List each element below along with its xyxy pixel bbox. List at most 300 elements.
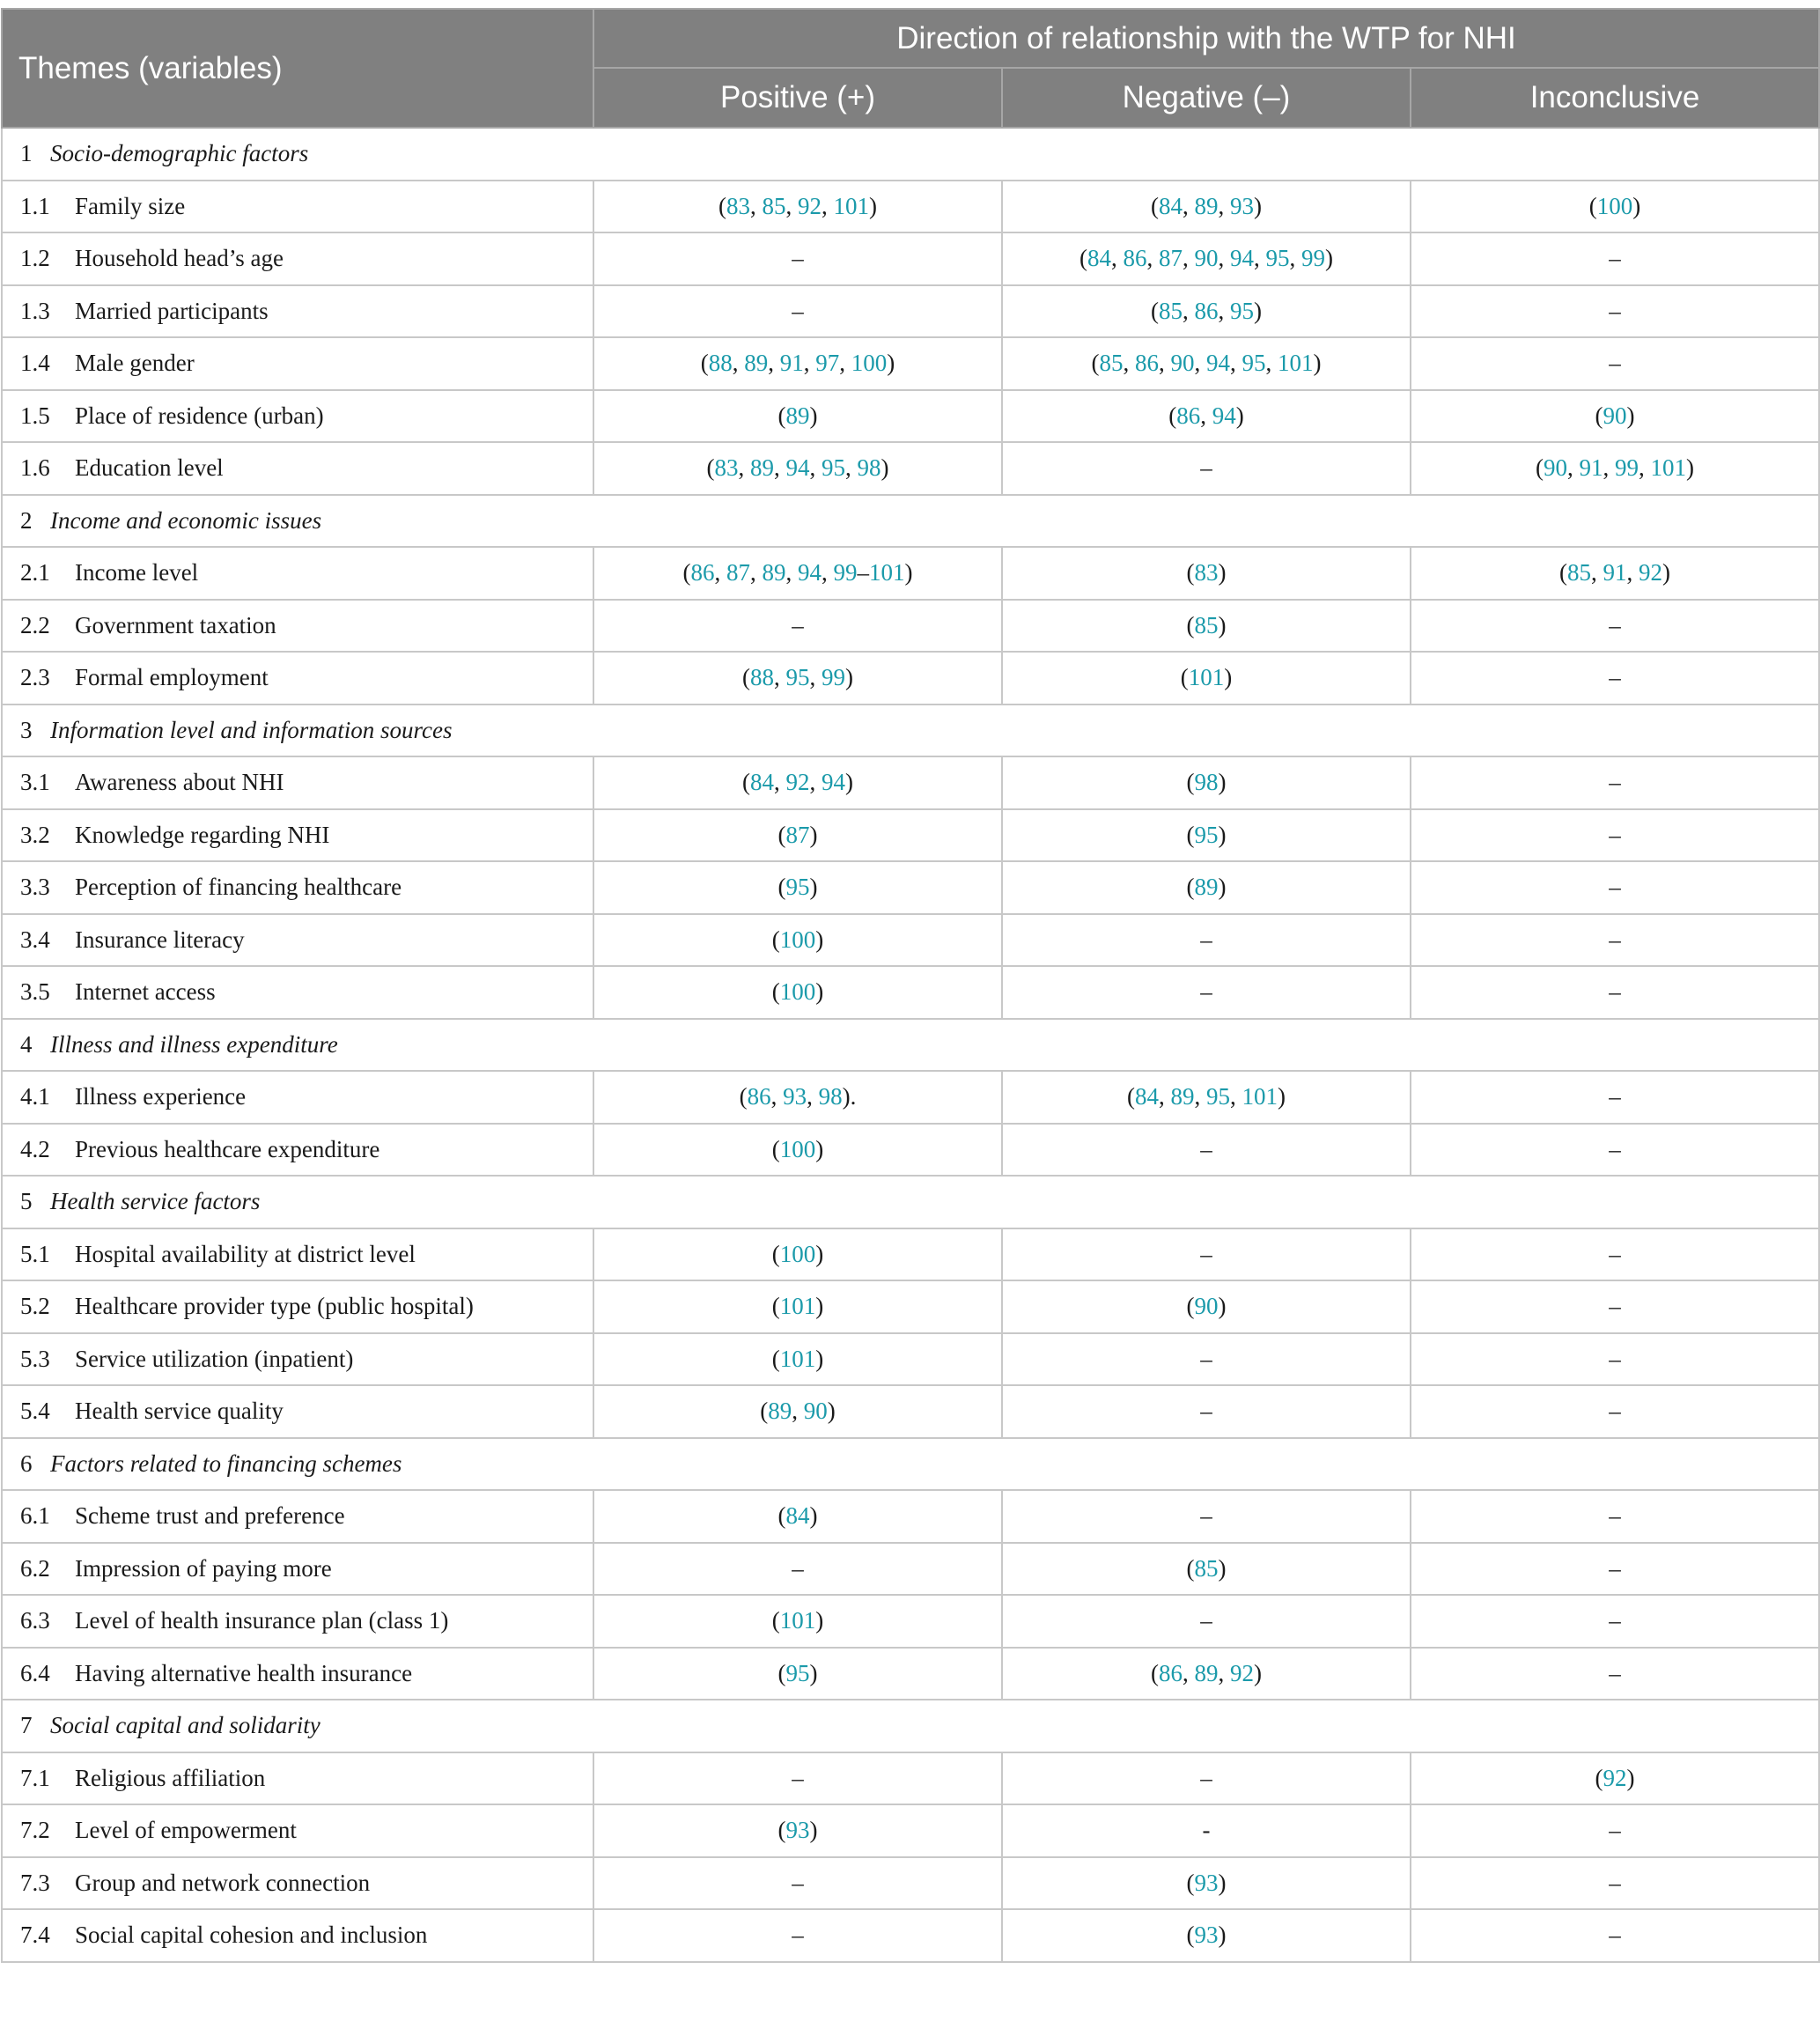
negative-cell [1002, 1124, 1411, 1177]
variable-number: 4.2 [20, 1135, 50, 1162]
table-row [2, 1648, 1819, 1700]
negative-cell [1002, 1385, 1411, 1438]
table-row [2, 1595, 1819, 1648]
reference-link[interactable]: 89 [1194, 1659, 1219, 1686]
reference-link[interactable]: 94 [1212, 402, 1236, 429]
reference-link[interactable]: 98 [818, 1083, 843, 1110]
positive-cell [593, 1543, 1002, 1596]
negative-cell [1002, 1280, 1411, 1333]
reference-link[interactable]: 84 [785, 1502, 810, 1530]
negative-cell [1002, 1648, 1411, 1700]
inconclusive-cell [1411, 1543, 1819, 1596]
inconclusive-cell [1411, 600, 1819, 653]
reference-link[interactable]: 95 [1230, 297, 1254, 324]
reference-link[interactable]: 83 [726, 192, 750, 219]
cell-text: – [1609, 1135, 1621, 1162]
section-row [2, 1176, 1819, 1228]
variable-number: 1.2 [20, 245, 50, 272]
cell-text: ( [742, 769, 750, 796]
variable-number: 3.4 [20, 926, 50, 953]
reference-link[interactable]: 99 [1615, 454, 1639, 482]
cell-text: ) [815, 1135, 824, 1162]
cell-text: , [1146, 245, 1159, 272]
positive-cell [593, 442, 1002, 495]
positive-cell [593, 1752, 1002, 1805]
cell-text: , [738, 454, 750, 482]
section-heading [2, 704, 1819, 757]
cell-text: , [839, 350, 851, 377]
reference-link[interactable]: 95 [785, 664, 810, 691]
cell-text: – [857, 559, 869, 586]
reference-link[interactable]: 95 [785, 1659, 810, 1686]
variable-label: Hospital availability at district level [75, 1240, 416, 1267]
reference-link[interactable]: 84 [1159, 192, 1183, 219]
section-number: 3 [20, 716, 33, 743]
reference-link[interactable]: 90 [803, 1398, 828, 1425]
cell-text: , [1218, 192, 1230, 219]
variable-label: Internet access [75, 978, 216, 1006]
table-row [2, 652, 1819, 704]
reference-link[interactable]: 85 [762, 192, 786, 219]
reference-link[interactable]: 92 [1639, 559, 1662, 586]
reference-link[interactable]: 101 [779, 1345, 816, 1372]
cell-text: , [1218, 1659, 1230, 1686]
cell-text: , [774, 769, 786, 796]
cell-text: – [1200, 978, 1212, 1006]
reference-link[interactable]: 87 [1159, 245, 1183, 272]
inconclusive-cell [1411, 285, 1819, 338]
reference-link[interactable]: 92 [785, 769, 810, 796]
cell-text: – [1200, 1345, 1212, 1372]
table-row [2, 232, 1819, 285]
cell-text: , [822, 192, 834, 219]
inconclusive-cell [1411, 232, 1819, 285]
cell-text: – [1609, 769, 1621, 796]
positive-cell [593, 1490, 1002, 1543]
reference-link[interactable]: 94 [785, 454, 810, 482]
variable-cell [2, 285, 593, 338]
section-title: Socio-demographic factors [50, 140, 309, 167]
cell-text: ) [1254, 1659, 1262, 1686]
reference-link[interactable]: 101 [1242, 1083, 1278, 1110]
cell-text: ) [815, 1240, 824, 1267]
section-title: Factors related to financing schemes [50, 1450, 402, 1477]
variable-number: 6.3 [20, 1607, 50, 1634]
reference-link[interactable]: 101 [1650, 454, 1686, 482]
cell-text: ( [771, 1607, 780, 1634]
cell-text: , [1639, 454, 1651, 482]
variable-number: 5.3 [20, 1345, 50, 1372]
cell-text: , [1183, 297, 1195, 324]
inconclusive-cell [1411, 809, 1819, 862]
cell-text: ) [1235, 402, 1244, 429]
reference-link[interactable]: 86 [1194, 297, 1219, 324]
cell-text: ) [845, 769, 853, 796]
reference-link[interactable]: 93 [1230, 192, 1254, 219]
cell-text: ( [771, 978, 780, 1006]
reference-link[interactable]: 97 [815, 350, 840, 377]
cell-text: ) [1218, 1869, 1227, 1896]
positive-cell [593, 861, 1002, 914]
reference-link[interactable]: 93 [1194, 1922, 1219, 1949]
reference-link[interactable]: 100 [779, 978, 816, 1006]
reference-link[interactable]: 95 [1206, 1083, 1230, 1110]
reference-link[interactable]: 86 [1159, 1659, 1183, 1686]
reference-link[interactable]: 91 [779, 350, 804, 377]
reference-link[interactable]: 91 [1579, 454, 1603, 482]
reference-link[interactable]: 100 [779, 1135, 816, 1162]
inconclusive-cell [1411, 442, 1819, 495]
positive-cell [593, 547, 1002, 600]
reference-link[interactable]: 84 [1135, 1083, 1159, 1110]
reference-link[interactable]: 87 [726, 559, 750, 586]
section-number: 7 [20, 1712, 33, 1739]
cell-text: – [1609, 1502, 1621, 1530]
cell-text: ) [1632, 192, 1641, 219]
variable-cell [2, 1124, 593, 1177]
cell-text: – [1609, 1869, 1621, 1896]
reference-link[interactable]: 90 [1603, 402, 1627, 429]
negative-column-header: Negative (–) [1002, 68, 1411, 128]
variable-number: 3.2 [20, 821, 50, 848]
inconclusive-cell [1411, 861, 1819, 914]
variable-cell [2, 1280, 593, 1333]
cell-text: ) [904, 559, 913, 586]
negative-cell [1002, 285, 1411, 338]
cell-text: ( [742, 664, 750, 691]
variable-cell [2, 1804, 593, 1857]
reference-link[interactable]: 95 [785, 874, 810, 901]
reference-link[interactable]: 90 [1194, 245, 1219, 272]
positive-cell [593, 1385, 1002, 1438]
positive-cell [593, 390, 1002, 443]
table-row [2, 337, 1819, 390]
reference-link[interactable]: 89 [1194, 874, 1219, 901]
reference-link[interactable]: 89 [762, 559, 786, 586]
cell-text: ( [771, 1135, 780, 1162]
positive-cell [593, 914, 1002, 967]
reference-link[interactable]: 94 [822, 769, 845, 796]
section-number: 5 [20, 1188, 33, 1215]
variable-label: Previous healthcare expenditure [75, 1135, 380, 1162]
table-row [2, 1124, 1819, 1177]
cell-text: ( [771, 926, 780, 953]
wtp-determinants-table [1, 8, 1820, 1963]
variable-label: Level of empowerment [75, 1817, 297, 1844]
table-row [2, 181, 1819, 233]
table-row [2, 1228, 1819, 1281]
negative-cell [1002, 966, 1411, 1019]
reference-link[interactable]: 101 [1188, 664, 1225, 691]
reference-link[interactable]: 93 [783, 1083, 807, 1110]
cell-text: , [1289, 245, 1301, 272]
reference-link[interactable]: 101 [779, 1607, 816, 1634]
variable-label: Male gender [75, 350, 195, 377]
variable-number: 4.1 [20, 1083, 50, 1110]
negative-cell [1002, 1752, 1411, 1805]
reference-link[interactable]: 85 [1099, 350, 1124, 377]
reference-link[interactable]: 98 [857, 454, 881, 482]
cell-text: , [785, 192, 798, 219]
inconclusive-cell [1411, 756, 1819, 809]
table-row [2, 861, 1819, 914]
variable-number: 6.2 [20, 1554, 50, 1582]
negative-cell [1002, 232, 1411, 285]
table-row [2, 600, 1819, 653]
reference-link[interactable]: 100 [779, 1240, 816, 1267]
variable-cell [2, 809, 593, 862]
negative-cell [1002, 914, 1411, 967]
cell-text: ) [815, 1293, 824, 1320]
section-number: 2 [20, 506, 33, 534]
variable-cell [2, 756, 593, 809]
reference-link[interactable]: 90 [1170, 350, 1195, 377]
reference-link[interactable]: 91 [1603, 559, 1627, 586]
variable-cell [2, 600, 593, 653]
cell-text: ( [1186, 821, 1195, 848]
cell-text: ) [809, 1817, 818, 1844]
cell-text: ( [739, 1083, 748, 1110]
inconclusive-cell [1411, 337, 1819, 390]
cell-text: ( [1186, 769, 1195, 796]
cell-text: – [1609, 1659, 1621, 1686]
cell-text: ( [1186, 874, 1195, 901]
reference-link[interactable]: 100 [1596, 192, 1633, 219]
themes-column-header: Themes (variables) [2, 9, 593, 128]
cell-text: ) [809, 874, 818, 901]
negative-cell [1002, 1333, 1411, 1386]
section-title: Income and economic issues [50, 506, 322, 534]
reference-link[interactable]: 84 [1087, 245, 1111, 272]
cell-text: , [1254, 245, 1266, 272]
reference-link[interactable]: 95 [1242, 350, 1266, 377]
cell-text: , [1603, 454, 1615, 482]
cell-text: ) [815, 926, 824, 953]
table-row [2, 1071, 1819, 1124]
cell-text: , [768, 350, 780, 377]
reference-link[interactable]: 85 [1194, 611, 1219, 638]
negative-cell [1002, 337, 1411, 390]
reference-link[interactable]: 83 [1194, 559, 1219, 586]
reference-link[interactable]: 99 [833, 559, 858, 586]
variable-cell [2, 390, 593, 443]
table-row [2, 914, 1819, 967]
table-row [2, 1752, 1819, 1805]
reference-link[interactable]: 89 [1194, 192, 1219, 219]
cell-text: , [1111, 245, 1124, 272]
reference-link[interactable]: 86 [690, 559, 715, 586]
variable-cell [2, 914, 593, 967]
reference-link[interactable]: 86 [1135, 350, 1159, 377]
section-heading [2, 1019, 1819, 1072]
variable-number: 2.3 [20, 664, 50, 691]
cell-text: – [1200, 1502, 1212, 1530]
reference-link[interactable]: 89 [750, 454, 774, 482]
reference-link[interactable]: 94 [1230, 245, 1254, 272]
reference-link[interactable]: 85 [1567, 559, 1591, 586]
positive-cell [593, 1071, 1002, 1124]
cell-text: ( [1186, 1293, 1195, 1320]
cell-text: – [792, 1869, 804, 1896]
cell-text: ( [718, 192, 726, 219]
cell-text: ) [845, 664, 853, 691]
positive-cell [593, 600, 1002, 653]
cell-text: ( [771, 1293, 780, 1320]
variable-number: 3.3 [20, 874, 50, 901]
table-row [2, 1543, 1819, 1596]
cell-text: – [1200, 454, 1212, 482]
negative-cell [1002, 1543, 1411, 1596]
negative-cell [1002, 600, 1411, 653]
reference-link[interactable]: 88 [750, 664, 774, 691]
cell-text: ) [1254, 297, 1262, 324]
cell-text: ) [869, 192, 877, 219]
variable-number: 1.5 [20, 402, 50, 429]
variable-cell [2, 652, 593, 704]
reference-link[interactable]: 90 [1194, 1293, 1219, 1320]
cell-text: ) [1218, 874, 1227, 901]
reference-link[interactable]: 99 [822, 664, 845, 691]
negative-cell [1002, 442, 1411, 495]
variable-label: Education level [75, 454, 224, 482]
reference-link[interactable]: 89 [785, 402, 810, 429]
cell-text: ( [700, 350, 709, 377]
cell-text: , [785, 559, 798, 586]
reference-link[interactable]: 94 [1206, 350, 1230, 377]
reference-link[interactable]: 95 [1194, 821, 1219, 848]
reference-link[interactable]: 101 [833, 192, 869, 219]
reference-link[interactable]: 94 [798, 559, 822, 586]
table-row [2, 285, 1819, 338]
section-row [2, 495, 1819, 548]
negative-cell [1002, 390, 1411, 443]
cell-text: – [792, 297, 804, 324]
cell-text: ( [1151, 297, 1159, 324]
cell-text: – [1609, 245, 1621, 272]
reference-link[interactable]: 93 [785, 1817, 810, 1844]
cell-text: ) [1686, 454, 1694, 482]
table-row [2, 442, 1819, 495]
variable-cell [2, 1490, 593, 1543]
cell-text: ) [1218, 1922, 1227, 1949]
cell-text: – [1609, 978, 1621, 1006]
reference-link[interactable]: 92 [1603, 1764, 1627, 1791]
reference-link[interactable]: 99 [1301, 245, 1325, 272]
cell-text: ( [1559, 559, 1567, 586]
negative-cell [1002, 1595, 1411, 1648]
cell-text: – [792, 1922, 804, 1949]
variable-number: 5.4 [20, 1398, 50, 1425]
section-title: Illness and illness expenditure [50, 1030, 338, 1058]
reference-link[interactable]: 86 [747, 1083, 771, 1110]
cell-text: ) [1313, 350, 1322, 377]
variable-label: Health service quality [75, 1398, 284, 1425]
reference-link[interactable]: 92 [798, 192, 822, 219]
reference-link[interactable]: 98 [1194, 769, 1219, 796]
reference-link[interactable]: 89 [744, 350, 769, 377]
variable-number: 7.3 [20, 1869, 50, 1896]
variable-label: Illness experience [75, 1083, 247, 1110]
positive-cell [593, 756, 1002, 809]
cell-text: , [1159, 350, 1171, 377]
reference-link[interactable]: 101 [1278, 350, 1314, 377]
positive-cell [593, 1909, 1002, 1962]
cell-text: – [1609, 611, 1621, 638]
section-row [2, 704, 1819, 757]
variable-number: 1.4 [20, 350, 50, 377]
reference-link[interactable]: 100 [851, 350, 888, 377]
cell-text: – [1609, 1398, 1621, 1425]
variable-cell [2, 1333, 593, 1386]
cell-text: , [770, 1083, 784, 1110]
cell-text: ). [842, 1083, 857, 1110]
table-row [2, 390, 1819, 443]
cell-text: ) [1662, 559, 1670, 586]
table-row [2, 1857, 1819, 1910]
section-number: 6 [20, 1450, 33, 1477]
reference-link[interactable]: 89 [1170, 1083, 1195, 1110]
section-row [2, 128, 1819, 181]
reference-link[interactable]: 101 [779, 1293, 816, 1320]
cell-text: ) [815, 978, 824, 1006]
cell-text: ( [1079, 245, 1087, 272]
positive-cell [593, 1280, 1002, 1333]
reference-link[interactable]: 100 [779, 926, 816, 953]
cell-text: , [1626, 559, 1639, 586]
variable-cell [2, 1752, 593, 1805]
reference-link[interactable]: 84 [750, 769, 774, 796]
cell-text: – [1609, 821, 1621, 848]
cell-text: , [809, 664, 822, 691]
reference-link[interactable]: 88 [708, 350, 733, 377]
variable-cell [2, 1595, 593, 1648]
cell-text: ( [1186, 611, 1195, 638]
variable-label: Family size [75, 192, 186, 219]
cell-text: ) [887, 350, 895, 377]
cell-text: – [1200, 1764, 1212, 1791]
inconclusive-cell [1411, 1595, 1819, 1648]
cell-text: – [1200, 1135, 1212, 1162]
cell-text: ) [809, 402, 818, 429]
positive-cell [593, 809, 1002, 862]
negative-cell [1002, 1490, 1411, 1543]
cell-text: – [1200, 926, 1212, 953]
cell-text: ( [1151, 192, 1159, 219]
cell-text: ( [1127, 1083, 1135, 1110]
reference-link[interactable]: 93 [1194, 1869, 1219, 1896]
reference-link[interactable]: 86 [1176, 402, 1201, 429]
cell-text: , [1200, 402, 1212, 429]
reference-link[interactable]: 101 [869, 559, 905, 586]
variable-label: Government taxation [75, 611, 276, 638]
cell-text: ( [777, 402, 786, 429]
reference-link[interactable]: 92 [1230, 1659, 1254, 1686]
reference-link[interactable]: 87 [785, 821, 810, 848]
reference-link[interactable]: 95 [822, 454, 845, 482]
reference-link[interactable]: 85 [1194, 1554, 1219, 1582]
reference-link[interactable]: 86 [1123, 245, 1147, 272]
cell-text: , [714, 559, 726, 586]
reference-link[interactable]: 83 [714, 454, 739, 482]
inconclusive-cell [1411, 1280, 1819, 1333]
reference-link[interactable]: 95 [1265, 245, 1290, 272]
reference-link[interactable]: 89 [768, 1398, 792, 1425]
variable-cell [2, 861, 593, 914]
inconclusive-cell [1411, 1124, 1819, 1177]
reference-link[interactable]: 90 [1544, 454, 1567, 482]
reference-link[interactable]: 85 [1159, 297, 1183, 324]
table-header [2, 9, 1819, 128]
